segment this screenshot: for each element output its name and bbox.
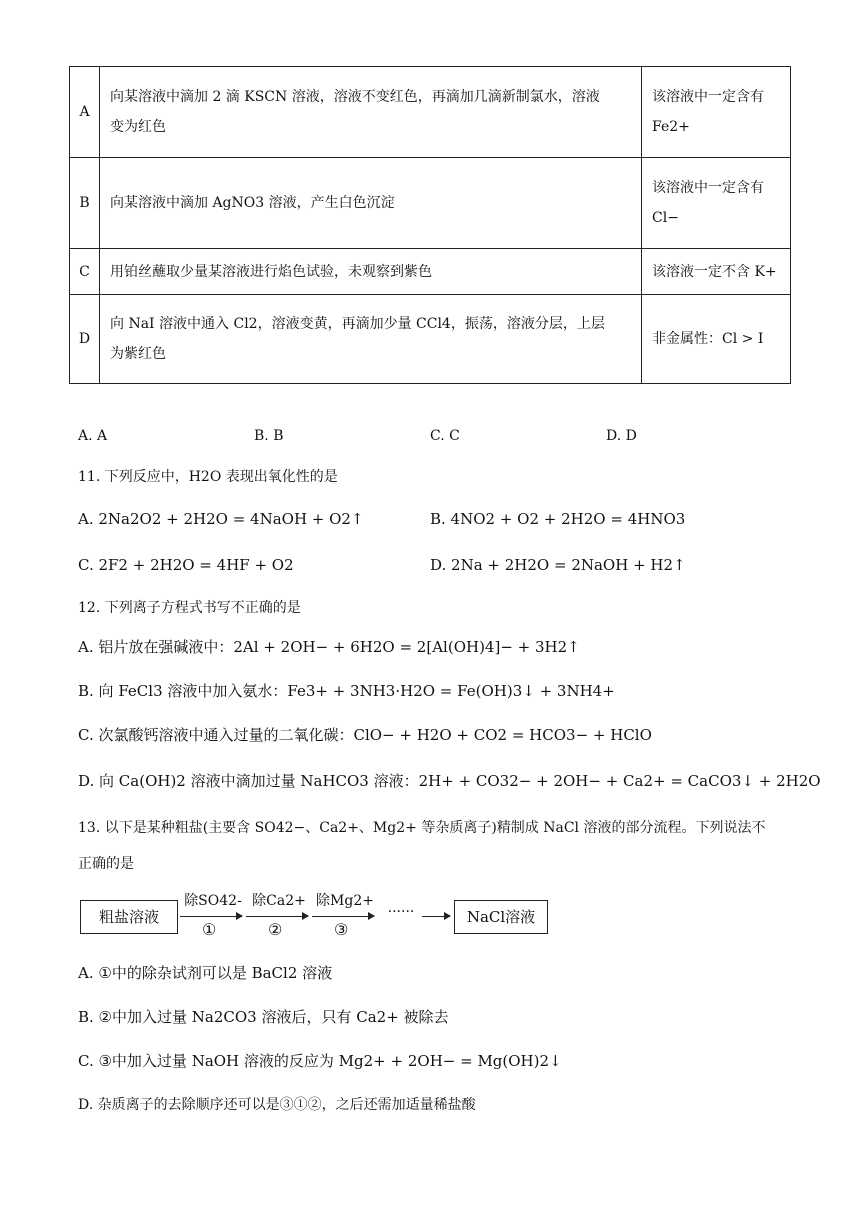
q12-option-d[interactable]: D. 向 Ca(OH)2 溶液中滴加过量 NaHCO3 溶液：2H+ + CO32− + 2OH− + Ca2+ = CaCO3↓ + 2H2O [78, 772, 821, 790]
q10-option-c[interactable]: C. C [430, 428, 460, 444]
conclusion-text: Cl− [652, 210, 679, 226]
operation-text: 向 NaI 溶液中通入 Cl2，溶液变黄，再滴加少量 CCl4，振荡，溶液分层，上层 [110, 316, 605, 332]
conclusion-cell [642, 249, 791, 295]
flow-step-label: 除Ca2+ [252, 893, 306, 909]
flow-arrow [312, 916, 374, 917]
flow-end-box: NaCl溶液 [454, 900, 548, 934]
operation-cell [100, 295, 642, 384]
conclusion-text: 该溶液中一定含有 [652, 180, 764, 196]
operation-text: 用铂丝蘸取少量某溶液进行焰色试验，未观察到紫色 [110, 263, 432, 280]
table-row [70, 249, 791, 295]
conclusion-text: 该溶液一定不含 K+ [652, 263, 777, 280]
operation-cell [100, 158, 642, 249]
operation-cell [100, 67, 642, 158]
flow-step-number: ③ [334, 920, 349, 939]
table-row [70, 67, 791, 158]
operation-text: 向某溶液中滴加 2 滴 KSCN 溶液，溶液不变红色，再滴加几滴新制氯水，溶液 [110, 89, 600, 105]
row-label: B [70, 158, 100, 249]
conclusion-cell [642, 67, 791, 158]
q11-option-d[interactable]: D. 2Na + 2H2O = 2NaOH + H2↑ [430, 556, 686, 574]
row-label: A [70, 67, 100, 158]
q13-option-c[interactable]: C. ③中加入过量 NaOH 溶液的反应为 Mg2+ + 2OH− = Mg(OH)2↓ [78, 1052, 562, 1070]
q10-option-b[interactable]: B. B [254, 428, 284, 444]
operation-text: 变为红色 [110, 119, 166, 135]
table-row [70, 295, 791, 384]
purification-flow-diagram [78, 888, 558, 948]
conclusion-text: 非金属性：Cl > I [652, 331, 764, 347]
flow-step-number: ② [268, 920, 283, 939]
q13-stem: 13. 以下是某种粗盐(主要含 SO42−、Ca2+、Mg2+ 等杂质离子)精制成 NaCl 溶液的部分流程。下列说法不 [78, 820, 766, 836]
conclusion-cell [642, 158, 791, 249]
experiment-table [69, 66, 791, 384]
row-label: D [70, 295, 100, 384]
table-row [70, 158, 791, 249]
q13-option-a[interactable]: A. ①中的除杂试剂可以是 BaCl2 溶液 [78, 964, 333, 982]
flow-arrow [246, 916, 308, 917]
q12-stem: 12. 下列离子方程式书写不正确的是 [78, 600, 301, 616]
q11-option-b[interactable]: B. 4NO2 + O2 + 2H2O = 4HNO3 [430, 510, 686, 528]
flow-step-number: ① [202, 920, 217, 939]
q12-option-a[interactable]: A. 铝片放在强碱液中：2Al + 2OH− + 6H2O = 2[Al(OH)4]− + 3H2↑ [78, 638, 580, 656]
flow-step-label: 除Mg2+ [316, 893, 374, 909]
q11-option-a[interactable]: A. 2Na2O2 + 2H2O = 4NaOH + O2↑ [78, 510, 364, 528]
flow-step-label: 除SO42- [184, 893, 242, 909]
flow-start-box: 粗盐溶液 [80, 900, 178, 934]
flow-arrow [180, 916, 242, 917]
conclusion-cell [642, 295, 791, 384]
conclusion-text: Fe2+ [652, 119, 690, 135]
row-label: C [70, 249, 100, 295]
operation-text: 向某溶液中滴加 AgNO3 溶液，产生白色沉淀 [110, 195, 395, 211]
q11-stem: 11. 下列反应中，H2O 表现出氧化性的是 [78, 469, 338, 485]
q11-option-c[interactable]: C. 2F2 + 2H2O = 4HF + O2 [78, 556, 294, 574]
q13-option-b[interactable]: B. ②中加入过量 Na2CO3 溶液后，只有 Ca2+ 被除去 [78, 1008, 449, 1026]
conclusion-text: 该溶液中一定含有 [652, 89, 764, 105]
flow-arrow [422, 916, 450, 917]
operation-text: 为紫红色 [110, 346, 166, 362]
flow-ellipsis: ······ [387, 904, 415, 920]
q13-stem: 正确的是 [78, 856, 134, 872]
q12-option-c[interactable]: C. 次氯酸钙溶液中通入过量的二氧化碳：ClO− + H2O + CO2 = HCO3− + HClO [78, 726, 652, 744]
q13-option-d[interactable]: D. 杂质离子的去除顺序还可以是③①②，之后还需加适量稀盐酸 [78, 1097, 476, 1113]
q10-option-d[interactable]: D. D [606, 428, 637, 444]
q12-option-b[interactable]: B. 向 FeCl3 溶液中加入氨水：Fe3+ + 3NH3·H2O = Fe(OH)3↓ + 3NH4+ [78, 682, 615, 700]
operation-cell [100, 249, 642, 295]
q10-option-a[interactable]: A. A [78, 428, 108, 444]
